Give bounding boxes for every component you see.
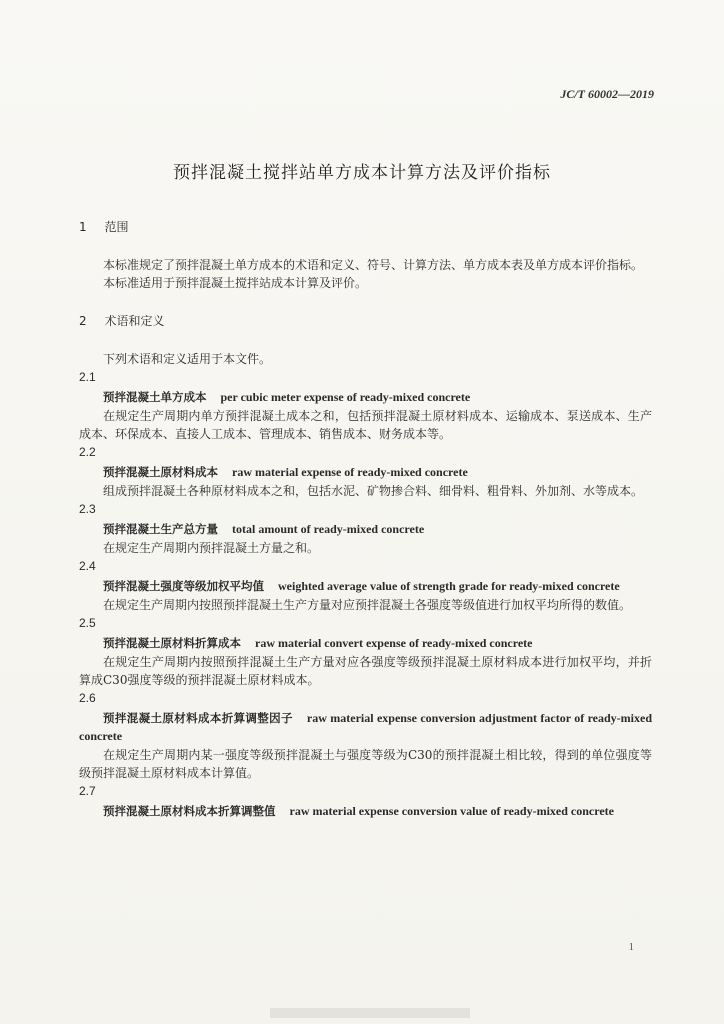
term-definition: 在规定生产周期内按照预拌混凝土生产方量对应预拌混凝土各强度等级值进行加权平均所得的数值。 — [103, 598, 632, 612]
term-heading — [79, 388, 652, 406]
section-title: 范围 — [104, 220, 129, 234]
term-number: 2.6 — [79, 691, 96, 705]
term-en: total amount of ready-mixed concrete — [232, 522, 425, 536]
term-number: 2.3 — [79, 502, 96, 516]
term-definition: 在规定生产周期内预拌混凝土方量之和。 — [103, 541, 320, 555]
term-zh: 预拌混凝土原材料折算成本 — [103, 636, 241, 650]
term-zh: 预拌混凝土生产总方量 — [103, 522, 218, 536]
term-definition: 组成预拌混凝土各种原材料成本之和，包括水泥、矿物掺合料、细骨料、粗骨料、外加剂、水等成本。 — [103, 484, 644, 498]
paragraph: 下列术语和定义适用于本文件。 — [103, 352, 272, 366]
term-heading — [79, 709, 652, 745]
section-number: 1 — [79, 220, 87, 234]
page-number: 1 — [628, 941, 634, 953]
section-number: 2 — [79, 314, 87, 328]
term-heading — [79, 520, 652, 538]
standard-code: JC/T 60002—2019 — [560, 87, 654, 101]
term-en: per cubic meter expense of ready-mixed concrete — [220, 390, 471, 404]
term-heading — [79, 463, 652, 481]
term-en: raw material expense of ready-mixed concrete — [232, 465, 468, 479]
document-title: 预拌混凝土搅拌站单方成本计算方法及评价指标 — [173, 163, 551, 183]
term-heading — [79, 577, 652, 595]
paragraph: 本标准适用于预拌混凝土搅拌站成本计算及评价。 — [103, 276, 368, 290]
term-heading — [79, 802, 652, 820]
term-number: 2.4 — [79, 559, 96, 573]
term-zh: 预拌混凝土强度等级加权平均值 — [103, 579, 264, 593]
term-number: 2.7 — [79, 784, 96, 798]
term-zh: 预拌混凝土原材料成本 — [103, 465, 218, 479]
term-number: 2.5 — [79, 616, 96, 630]
paragraph: 本标准规定了预拌混凝土单方成本的术语和定义、符号、计算方法、单方成本表及单方成本评价指标。 — [103, 258, 644, 272]
term-definition: 在规定生产周期内某一强度等级预拌混凝土与强度等级为C30的预拌混凝土相比较，得到的单位强度等级预拌混凝土原材料成本计算值。 — [79, 748, 652, 780]
term-definition: 在规定生产周期内按照预拌混凝土生产方量对应各强度等级预拌混凝土原材料成本进行加权平均，并折算成C30强度等级的预拌混凝土原材料成本。 — [79, 655, 652, 687]
term-zh: 预拌混凝土原材料成本折算调整值 — [103, 804, 276, 818]
section-title: 术语和定义 — [104, 314, 165, 328]
term-number: 2.1 — [79, 370, 96, 384]
term-zh: 预拌混凝土单方成本 — [103, 390, 207, 404]
document-body — [79, 218, 652, 821]
term-en: weighted average value of strength grade for ready-mixed concrete — [278, 579, 620, 593]
term-en: raw material expense conversion adjustment factor of ready-mixed concrete — [79, 711, 653, 743]
term-definition: 在规定生产周期内单方预拌混凝土成本之和，包括预拌混凝土原材料成本、运输成本、泵送成本、生产成本、环保成本、直接人工成本、管理成本、销售成本、财务成本等。 — [79, 409, 652, 441]
term-zh: 预拌混凝土原材料成本折算调整因子 — [103, 711, 293, 725]
section-1-heading — [79, 218, 652, 236]
scan-artifact — [270, 1008, 470, 1018]
section-2-heading — [79, 312, 652, 330]
term-en: raw material convert expense of ready-mixed concrete — [255, 636, 533, 650]
term-number: 2.2 — [79, 445, 96, 459]
term-en: raw material expense conversion value of ready-mixed concrete — [289, 804, 614, 818]
term-heading — [79, 634, 652, 652]
